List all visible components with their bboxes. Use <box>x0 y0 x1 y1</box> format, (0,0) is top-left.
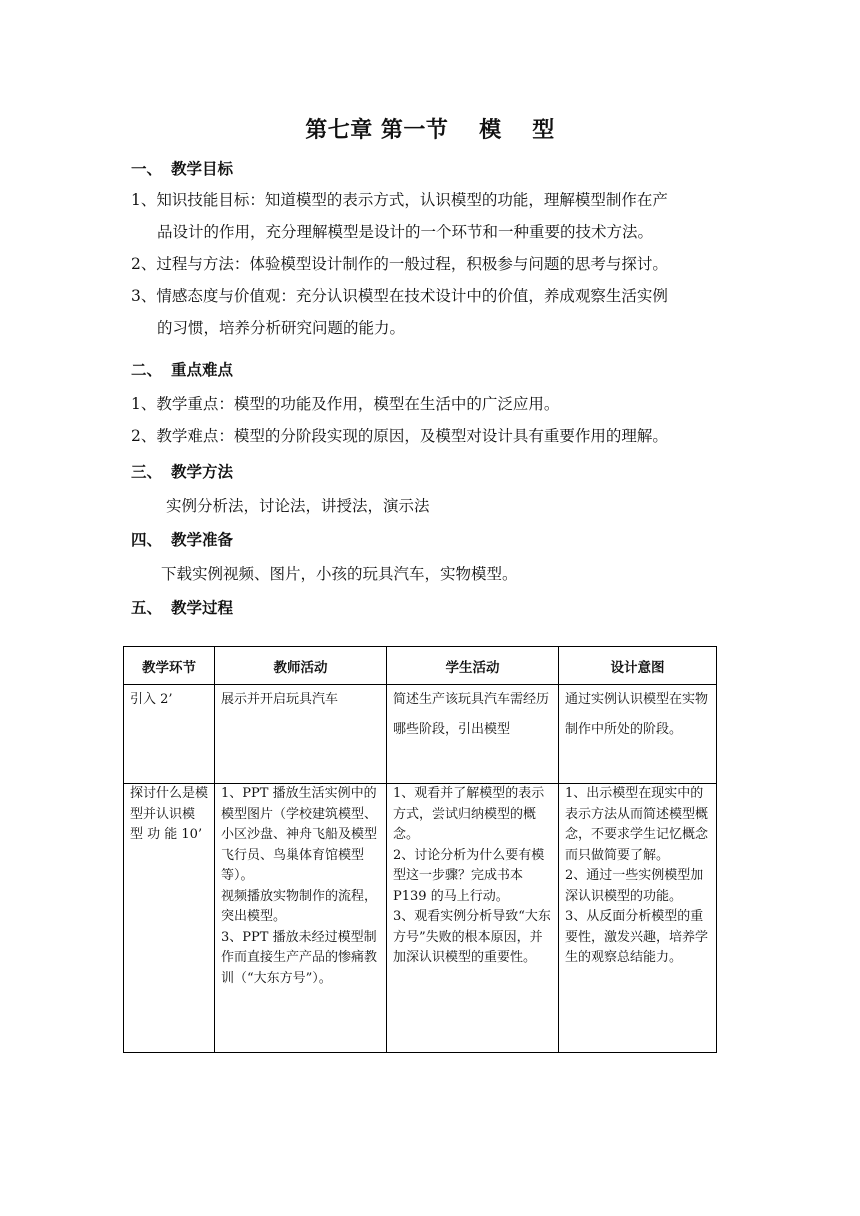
design-intent-3: 3、从反面分析模型的重要性，激发兴趣，培养学生的观察总结能力。 <box>565 909 709 965</box>
section-heading-methods <box>131 460 233 482</box>
cell-teacher <box>215 784 387 1053</box>
section-number: 五、 <box>131 599 163 617</box>
cell-stage: 引入 2’ <box>124 685 215 784</box>
goals-block <box>131 184 736 344</box>
goal-1-cont: 品设计的作用，充分理解模型是设计的一个环节和一种重要的技术方法。 <box>157 223 654 241</box>
teacher-activity-2: 视频播放实物制作的流程，突出模型。 <box>221 888 378 924</box>
goal-3: 3、情感态度与价值观：充分认识模型在技术设计中的价值，养成观察生活实例 <box>131 287 668 305</box>
section-heading-goals <box>131 157 233 179</box>
section-heading-preparation <box>131 528 233 550</box>
goal-1: 1、知识技能目标：知道模型的表示方式，认识模型的功能，理解模型制作在产 <box>131 191 668 209</box>
cell-student: 简述生产该玩具汽车需经历哪些阶段，引出模型 <box>387 685 559 784</box>
section-label: 教学方法 <box>171 463 234 481</box>
cell-intent <box>559 784 717 1053</box>
goal-2: 2、过程与方法：体验模型设计制作的一般过程，积极参与问题的思考与探讨。 <box>131 255 668 273</box>
design-intent-1: 1、出示模型在现实中的表示方法从而简述模型概念，不要求学生记忆概念而只做简要了解。 <box>565 786 709 863</box>
section-label: 教学目标 <box>171 160 234 178</box>
section-label: 重点难点 <box>171 361 234 379</box>
page-title: 第七章 第一节 模 型 <box>305 117 555 143</box>
cell-student <box>387 784 559 1053</box>
preparation-text: 下载实例视频、图片，小孩的玩具汽车，实物模型。 <box>161 565 518 583</box>
table-header-row <box>124 647 717 685</box>
header-student: 学生活动 <box>387 647 559 685</box>
teacher-activity-1: 1、PPT 播放生活实例中的模型图片（学校建筑模型、小区沙盘、神舟飞船及模型飞行员、鸟巢体育馆模型等）。 <box>221 786 378 883</box>
section-heading-keypoints <box>131 358 233 380</box>
section-number: 四、 <box>131 531 163 549</box>
student-activity-3: 3、观看实例分析导致“大东方号”失败的根本原因，并加深认识模型的重要性。 <box>393 909 551 965</box>
cell-teacher: 展示并开启玩具汽车 <box>215 685 387 784</box>
goal-3-cont: 的习惯，培养分析研究问题的能力。 <box>157 319 406 337</box>
header-stage: 教学环节 <box>124 647 215 685</box>
student-activity-2: 2、讨论分析为什么要有模型这一步骤？完成书本 P139 的马上行动。 <box>393 847 545 904</box>
table-row <box>124 784 717 1053</box>
section-heading-process <box>131 596 233 618</box>
section-label: 教学过程 <box>171 599 234 617</box>
cell-intent: 通过实例认识模型在实物制作中所处的阶段。 <box>559 685 717 784</box>
teacher-activity-3: 3、PPT 播放未经过模型制作而直接生产产品的惨痛教训（“大东方号”）。 <box>221 929 378 986</box>
section-number: 三、 <box>131 463 163 481</box>
section-number: 一、 <box>131 160 163 178</box>
header-teacher: 教师活动 <box>215 647 387 685</box>
student-activity-1: 1、观看并了解模型的表示方式，尝试归纳模型的概念。 <box>393 786 545 842</box>
keypoints-block <box>131 388 736 452</box>
teaching-process-table <box>123 646 717 1053</box>
methods-text: 实例分析法，讨论法，讲授法，演示法 <box>166 497 430 515</box>
cell-stage: 探讨什么是模型并认识模 型 功 能 10’ <box>124 784 215 1053</box>
design-intent-2: 2、通过一些实例模型加深认识模型的功能。 <box>565 868 704 904</box>
header-intent: 设计意图 <box>559 647 717 685</box>
section-label: 教学准备 <box>171 531 234 549</box>
section-number: 二、 <box>131 361 163 379</box>
table-row <box>124 685 717 784</box>
key-point-1: 1、教学重点：模型的功能及作用，模型在生活中的广泛应用。 <box>131 395 560 413</box>
key-point-2: 2、教学难点：模型的分阶段实现的原因，及模型对设计具有重要作用的理解。 <box>131 427 668 445</box>
